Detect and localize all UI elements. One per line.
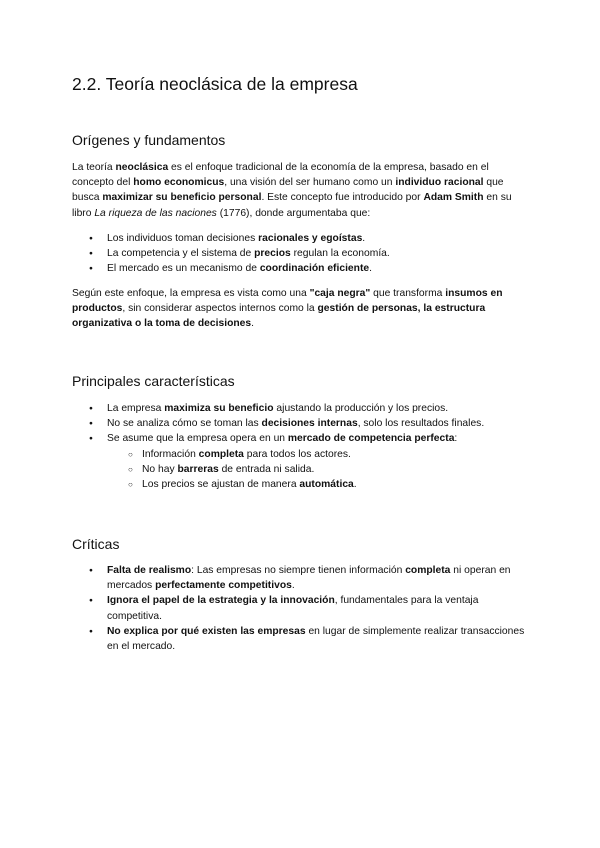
- list-caracteristicas: [72, 401, 530, 492]
- list-item: ● Los individuos toman decisiones racionales y egoístas.: [72, 231, 530, 246]
- list-item: ● La empresa maximiza su beneficio ajustando la producción y los precios.: [72, 401, 530, 416]
- heading-criticas: Críticas: [72, 536, 120, 552]
- heading-caracteristicas: Principales características: [72, 373, 235, 389]
- list-criticas: [72, 563, 530, 654]
- sublist-competencia-perfecta: [107, 447, 530, 493]
- paragraph-intro: La teoría neoclásica es el enfoque tradicional de la economía de la empresa, basado en el concepto del homo economicus, una visión del ser humano como un individuo racional que busca maximizar su beneficio personal. Este concepto fue introducido por Adam Smith en su libro La riqueza de las naciones (1776), donde argumentaba que:: [72, 162, 512, 219]
- list-item: ○ No hay barreras de entrada ni salida.: [107, 462, 530, 477]
- heading-origenes: Orígenes y fundamentos: [72, 132, 226, 148]
- list-item: ○ Información completa para todos los actores.: [107, 447, 530, 462]
- list-item: ○ Los precios se ajustan de manera automática.: [107, 477, 530, 492]
- list-item: ● Ignora el papel de la estrategia y la innovación, fundamentales para la ventaja competitiva.: [72, 593, 530, 623]
- list-item: ● Falta de realismo: Las empresas no siempre tienen información completa ni operan en mercados perfectamente competitivos.: [72, 563, 530, 593]
- list-item: ● Se asume que la empresa opera en un mercado de competencia perfecta: ○ Información completa para todos los actores. ○ No hay barreras de entrada ni salida. ○ Los precios se ajustan de manera automática.: [72, 431, 530, 492]
- list-item: ● No explica por qué existen las empresas en lugar de simplemente realizar transacciones en el mercado.: [72, 624, 530, 654]
- section-title: 2.2. Teoría neoclásica de la empresa: [72, 74, 358, 94]
- paragraph-caja-negra: Según este enfoque, la empresa es vista como una "caja negra" que transforma insumos en productos, sin considerar aspectos internos como la gestión de personas, la estructura organizativa o la toma de decisiones.: [72, 288, 503, 330]
- list-item: ● La competencia y el sistema de precios regulan la economía.: [72, 246, 530, 261]
- list-smith-ideas: [72, 231, 530, 277]
- list-item: ● No se analiza cómo se toman las decisiones internas, solo los resultados finales.: [72, 416, 530, 431]
- list-item: ● El mercado es un mecanismo de coordinación eficiente.: [72, 261, 530, 276]
